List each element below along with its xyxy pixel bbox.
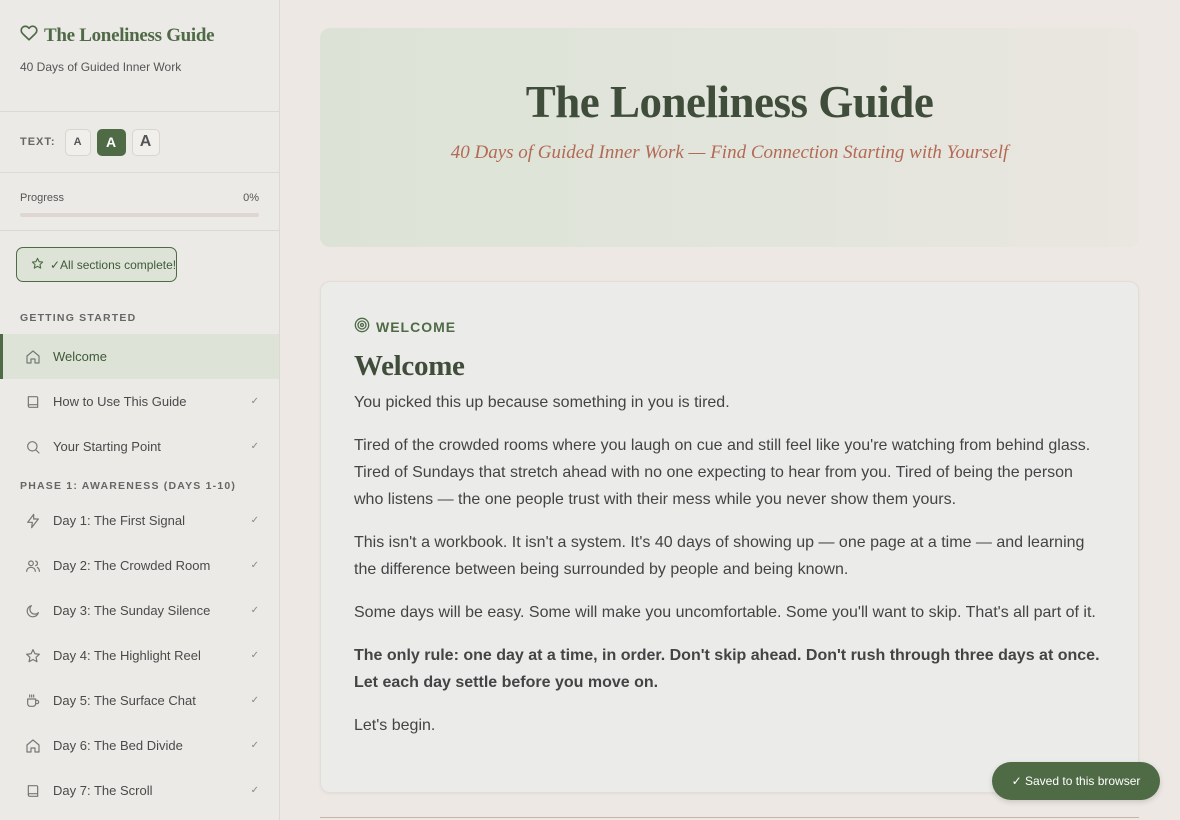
star-icon [31,257,44,273]
text-size-small-button[interactable]: A [65,129,91,156]
body-paragraph: Some days will be easy. Some will make you uncomfortable. Some you'll want to skip. That's all part of it. [354,604,1096,621]
home-icon [24,348,41,365]
sidebar-item-day-5-the-surface-chat[interactable] [0,678,279,723]
search-icon [24,438,41,455]
text-size-large-button[interactable]: A [132,129,160,156]
star-icon [24,647,41,664]
sidebar-item-label: Day 6: The Bed Divide [53,738,183,753]
check-icon: ✓ [250,441,259,452]
sidebar-item-label: Welcome [53,349,107,364]
sidebar-item-welcome[interactable] [0,334,279,379]
home-icon [24,737,41,754]
body-paragraph: Tired of the crowded rooms where you laugh on cue and still feel like you're watching from behind glass. Tired of Sundays that stretch ahead with no one expecting to hear from you. Tired of being the person who listens — the one people trust with their mess while you never show them yours. [354,437,1091,508]
hero-banner [320,28,1139,247]
brand-title[interactable] [20,24,259,48]
sidebar-item-label: Day 7: The Scroll [53,783,153,798]
check-icon: ✓ [250,515,259,526]
brand [0,0,279,112]
body-paragraph: This isn't a workbook. It isn't a system. It's 40 days of showing up — one page at a time — and learning the difference between being surrounded by people and being known. [354,534,1085,578]
text-size-medium-button[interactable]: A [97,129,126,156]
sidebar-item-day-4-the-highlight-reel[interactable] [0,633,279,678]
saved-toast: ✓ Saved to this browser [992,762,1160,800]
section-kicker-label: WELCOME [376,318,457,335]
nav-list [0,334,279,469]
sidebar-item-day-1-the-first-signal[interactable] [0,498,279,543]
check-icon: ✓ [250,695,259,706]
sidebar-item-day-3-the-sunday-silence[interactable] [0,588,279,633]
check-icon: ✓ [250,605,259,616]
heart-icon [20,24,38,48]
check-icon: ✓ [250,650,259,661]
sidebar-item-day-2-the-crowded-room[interactable] [0,543,279,588]
page-title: The Loneliness Guide [525,77,934,127]
nav-section-heading: PHASE 1: AWARENESS (DAYS 1-10) [20,480,237,492]
brand-subtitle: 40 Days of Guided Inner Work [20,60,182,74]
lightning-icon [24,512,41,529]
check-icon: ✓ [250,396,259,407]
target-icon [354,317,370,336]
sidebar-nav [0,312,279,813]
coffee-icon [24,692,41,709]
sidebar-item-label: Day 4: The Highlight Reel [53,648,201,663]
progress-value: 0% [243,192,259,204]
check-icon: ✓ [250,740,259,751]
book-icon [24,393,41,410]
sidebar-item-label: Day 3: The Sunday Silence [53,603,211,618]
check-icon: ✓ [250,560,259,571]
nav-list [0,498,279,813]
section-kicker [354,317,1105,336]
sidebar-item-label: Day 1: The First Signal [53,513,185,528]
sidebar-item-label: Day 5: The Surface Chat [53,693,196,708]
moon-icon [24,602,41,619]
page-subtitle: 40 Days of Guided Inner Work — Find Connection Starting with Yourself [450,142,1009,163]
users-icon [24,557,41,574]
sidebar [0,0,280,820]
all-complete-label: ✓All sections complete! [50,257,177,272]
sidebar-item-day-6-the-bed-divide[interactable] [0,723,279,768]
brand-title-text: The Loneliness Guide [44,25,215,46]
book-icon [24,782,41,799]
sidebar-item-your-starting-point[interactable] [0,424,279,469]
sidebar-item-day-7-the-scroll[interactable] [0,768,279,813]
sidebar-item-label: Your Starting Point [53,439,161,454]
sidebar-item-label: Day 2: The Crowded Room [53,558,211,573]
check-icon: ✓ [250,785,259,796]
body-paragraph: The only rule: one day at a time, in order. Don't skip ahead. Don't rush through three days at once. Let each day settle before you move on. [354,647,1100,691]
progress-section [0,173,279,231]
all-complete-button[interactable] [16,247,177,282]
text-size-control [0,112,279,173]
progress-label: Progress [20,192,65,204]
section-title: Welcome [354,350,465,382]
content-card [320,281,1139,793]
text-size-label: TEXT: [20,136,56,148]
section-body [354,389,1105,739]
sidebar-item-how-to-use-this-guide[interactable] [0,379,279,424]
nav-section-heading: GETTING STARTED [20,312,137,324]
sidebar-item-label: How to Use This Guide [53,394,187,409]
body-paragraph: Let's begin. [354,717,436,734]
progress-bar [20,213,259,217]
body-paragraph: You picked this up because something in you is tired. [354,394,730,411]
